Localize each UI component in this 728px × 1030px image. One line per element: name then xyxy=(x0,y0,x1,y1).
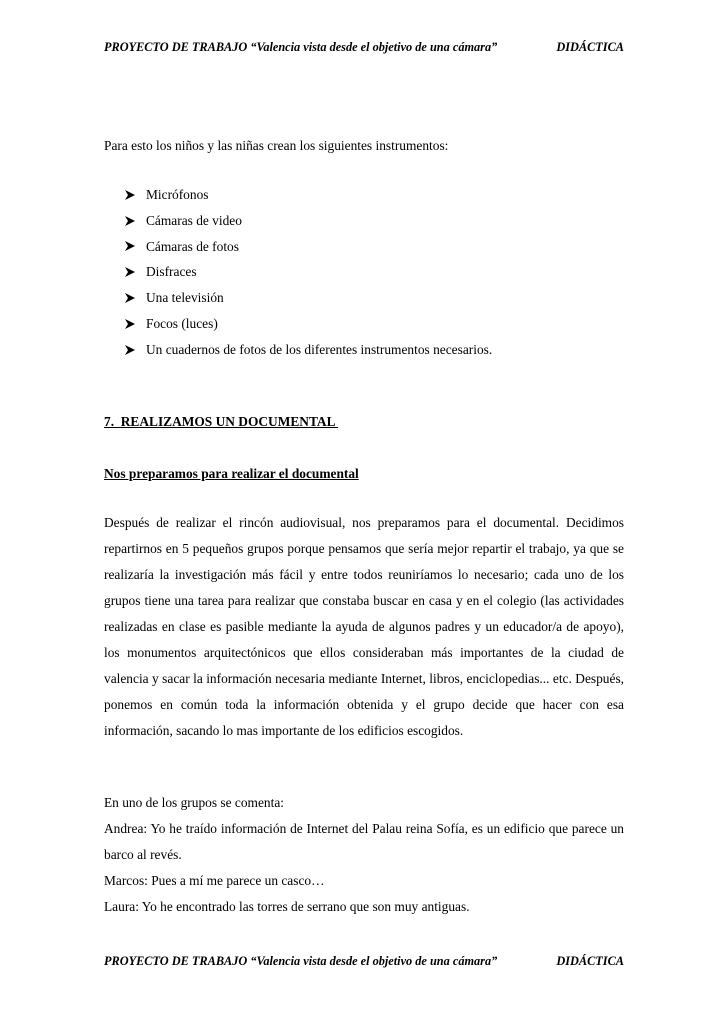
dialogue-intro: En uno de los grupos se comenta: xyxy=(104,795,284,810)
arrow-bullet-icon xyxy=(124,344,136,356)
arrow-bullet-icon xyxy=(124,318,136,330)
list-item-text: Cámaras de video xyxy=(146,212,242,228)
list-item xyxy=(124,285,492,311)
subsection-heading: Nos preparamos para realizar el documental xyxy=(104,466,359,481)
list-item xyxy=(124,259,492,285)
list-item xyxy=(124,208,492,234)
list-item-text: Cámaras de fotos xyxy=(146,238,239,254)
list-item xyxy=(124,311,492,337)
list-item xyxy=(124,234,492,260)
page-footer xyxy=(104,954,624,969)
instruments-list xyxy=(124,182,492,363)
arrow-bullet-icon xyxy=(124,266,136,278)
arrow-bullet-icon xyxy=(124,215,136,227)
list-item xyxy=(124,337,492,363)
arrow-bullet-icon xyxy=(124,292,136,304)
footer-project-title: PROYECTO DE TRABAJO “Valencia vista desde el objetivo de una cámara” xyxy=(104,954,498,968)
arrow-bullet-icon xyxy=(124,189,136,201)
list-item xyxy=(124,182,492,208)
list-item-text: Micrófonos xyxy=(146,187,209,202)
footer-section-label: DIDÁCTICA xyxy=(556,954,624,968)
arrow-bullet-icon xyxy=(124,240,136,252)
list-item-text: Una televisión xyxy=(146,290,224,306)
list-item-text: Un cuadernos de fotos de los diferentes instrumentos necesarios. xyxy=(146,341,493,357)
header-project-title: PROYECTO DE TRABAJO “Valencia vista desde el objetivo de una cámara” xyxy=(104,40,498,54)
dialogue-line: Marcos: Pues a mí me parece un casco… xyxy=(104,873,325,888)
page-header xyxy=(104,40,624,55)
dialogue-line: Andrea: Yo he traído información de Internet del Palau reina Sofía, es un edificio que parece un barco al revés. xyxy=(104,821,624,862)
list-item-text: Focos (luces) xyxy=(146,315,218,331)
list-item-text: Disfraces xyxy=(146,264,197,280)
dialogue-line: Laura: Yo he encontrado las torres de serrano que son muy antiguas. xyxy=(104,899,470,914)
body-paragraph: Después de realizar el rincón audiovisual, nos preparamos para el documental. Decidimos repartirnos en 5 pequeños grupos porque pensamos que sería mejor repartir el trabajo, ya que se realizaría la investigación más fácil y entre todos reuniríamos lo necesario; cada uno de los grupos tiene una tarea para realizar que constaba buscar en casa y en el colegio (las actividades realizadas en clase es pasible mediante la ayuda de algunos padres y un educador/a de apoyo), los monumentos arquitectónicos que ellos consideraban más importantes de la ciudad de valencia y sacar la información necesaria mediante Internet, libros, enciclopedias... etc. Después, ponemos en común toda la información obtenida y el grupo decide que hacer con esa información, sacando lo mas importante de los edificios escogidos. xyxy=(104,515,624,738)
dialogue-block xyxy=(104,790,624,920)
section-heading: 7. REALIZAMOS UN DOCUMENTAL xyxy=(104,414,339,429)
instruments-intro: Para esto los niños y las niñas crean los siguientes instrumentos: xyxy=(104,138,449,153)
header-section-label: DIDÁCTICA xyxy=(556,40,624,54)
